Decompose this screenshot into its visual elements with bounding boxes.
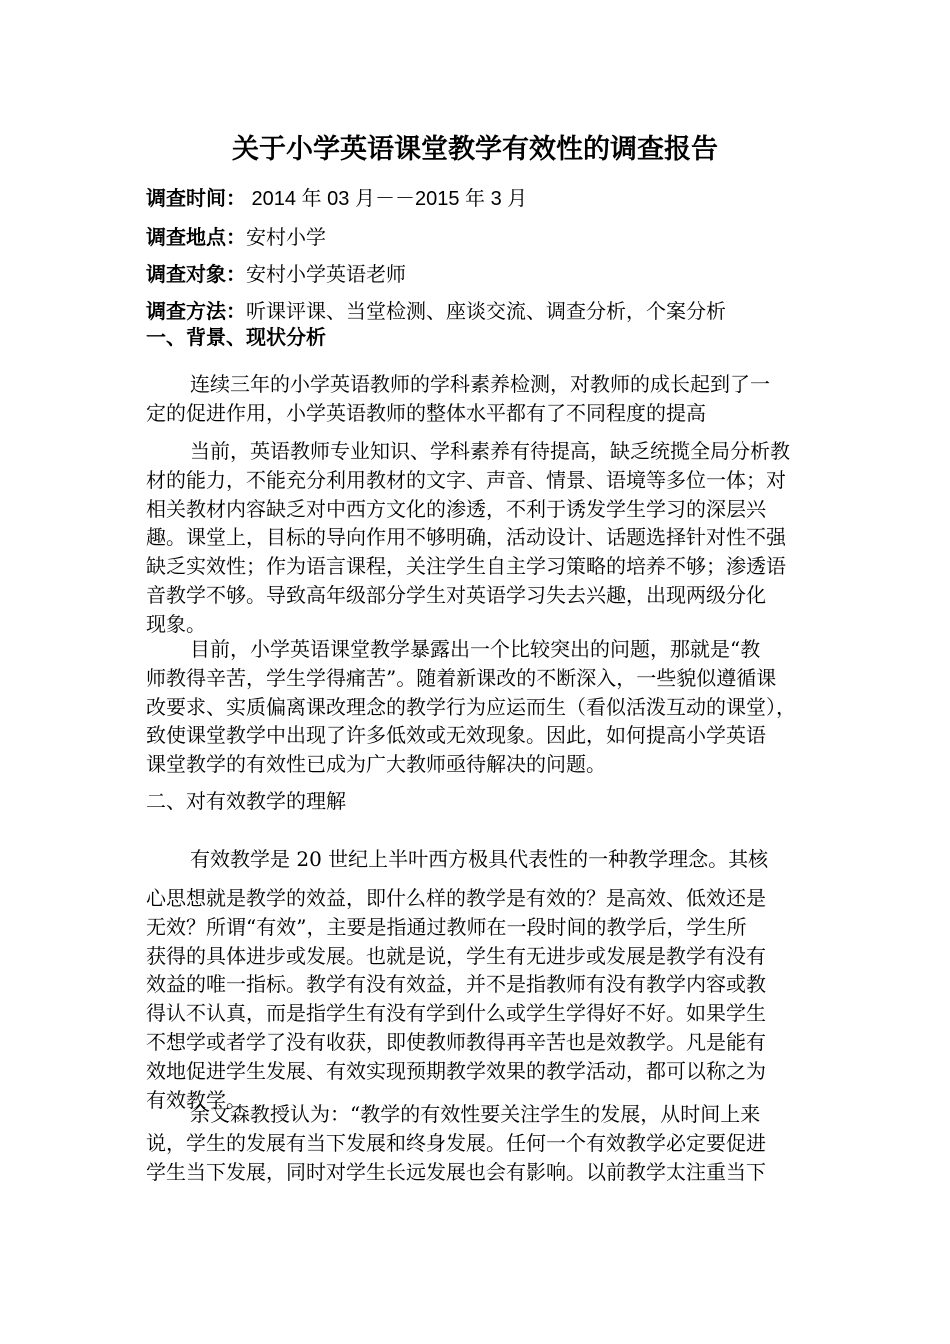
text-line: 当前，英语教师专业知识、学科素养有待提高，缺乏统揽全局分析教 <box>190 439 790 463</box>
text-line: 无效？所谓“有效”，主要是指通过教师在一段时间的教学后，学生所 <box>146 914 747 939</box>
section-2-paragraph-1 <box>146 845 836 874</box>
meta-survey-time <box>146 184 527 213</box>
meta-survey-location <box>146 223 326 251</box>
text-line: 课堂教学的有效性已成为广大教师亟待解决的问题。 <box>146 752 606 777</box>
section-2-paragraph-2 <box>146 1100 836 1186</box>
text-line: 效益的唯一指标。教学有没有效益，并不是指教师有没有教学内容或教 <box>146 972 766 997</box>
text-line: 缺乏实效性；作为语言课程，关注学生自主学习策略的培养不够；渗透语 <box>146 554 786 579</box>
text-line: 有效教学是 20 世纪上半叶西方极具代表性的一种教学理念。其核 <box>190 847 769 871</box>
text-line: 音教学不够。导致高年级部分学生对英语学习失去兴趣，出现两级分化 <box>146 582 766 607</box>
section-1-paragraph-1 <box>146 370 836 428</box>
text-line: 趣。课堂上，目标的导向作用不够明确，活动设计、话题选择针对性不强 <box>146 525 786 550</box>
text-line: 改要求、实质偏离课改理念的教学行为应运而生（看似活泼互动的课堂）， <box>146 694 796 719</box>
meta-key: 调查对象： <box>146 262 246 286</box>
text-line: 有效教学。 <box>146 1087 246 1112</box>
text-line: 相关教材内容缺乏对中西方文化的渗透，不利于诱发学生学习的深层兴 <box>146 496 766 521</box>
document-title: 关于小学英语课堂教学有效性的调查报告 <box>232 134 718 165</box>
text-line: 定的促进作用，小学英语教师的整体水平都有了不同程度的提高 <box>146 400 706 425</box>
text-line: 学生当下发展，同时对学生长远发展也会有影响。以前教学太注重当下 <box>146 1159 766 1184</box>
text-line: 致使课堂教学中出现了许多低效或无效现象。因此，如何提高小学英语 <box>146 723 766 748</box>
text-line: 材的能力，不能充分利用教材的文字、声音、情景、语境等多位一体；对 <box>146 467 786 492</box>
text-line: 现象。 <box>146 611 206 636</box>
text-line: 心思想就是教学的效益，即什么样的教学是有效的？是高效、低效还是 <box>146 886 766 910</box>
meta-value: 2014 年 03 月－－2015 年 3 月 <box>246 188 528 210</box>
section-1-heading: 一、背景、现状分析 <box>146 325 326 349</box>
text-line: 不想学或者学了没有收获，即使教师教得再辛苦也是效教学。凡是能有 <box>146 1029 766 1054</box>
meta-value: 安村小学英语老师 <box>246 262 406 286</box>
meta-survey-subject <box>146 260 406 288</box>
section-1-paragraph-3 <box>146 635 836 779</box>
text-line: 目前，小学英语课堂教学暴露出一个比较突出的问题，那就是“教 <box>190 637 761 661</box>
text-line: 得认不认真，而是指学生有没有学到什么或学生学得好不好。如果学生 <box>146 1001 766 1026</box>
text-line: 说，学生的发展有当下发展和终身发展。任何一个有效教学必定要促进 <box>146 1130 766 1155</box>
text-line: 师教得辛苦，学生学得痛苦”。随着新课改的不断深入，一些貌似遵循课 <box>146 665 777 690</box>
meta-key: 调查地点： <box>146 225 246 249</box>
text-line: 效地促进学生发展、有效实现预期教学效果的教学活动，都可以称之为 <box>146 1058 766 1083</box>
meta-key: 调查时间： <box>146 186 246 210</box>
text-line: 获得的具体进步或发展。也就是说，学生有无进步或发展是教学有没有 <box>146 943 766 968</box>
section-2-paragraph-1-cont <box>146 884 836 1114</box>
meta-value: 听课评课、当堂检测、座谈交流、调查分析，个案分析 <box>246 299 726 323</box>
text-line: 连续三年的小学英语教师的学科素养检测，对教师的成长起到了一 <box>190 372 770 396</box>
meta-key: 调查方法： <box>146 299 246 323</box>
section-2-heading: 二、对有效教学的理解 <box>146 789 346 813</box>
text-line: 余文森教授认为：“教学的有效性要关注学生的发展，从时间上来 <box>190 1102 761 1126</box>
section-1-paragraph-2 <box>146 437 836 639</box>
meta-survey-method <box>146 297 726 325</box>
meta-value: 安村小学 <box>246 225 326 249</box>
